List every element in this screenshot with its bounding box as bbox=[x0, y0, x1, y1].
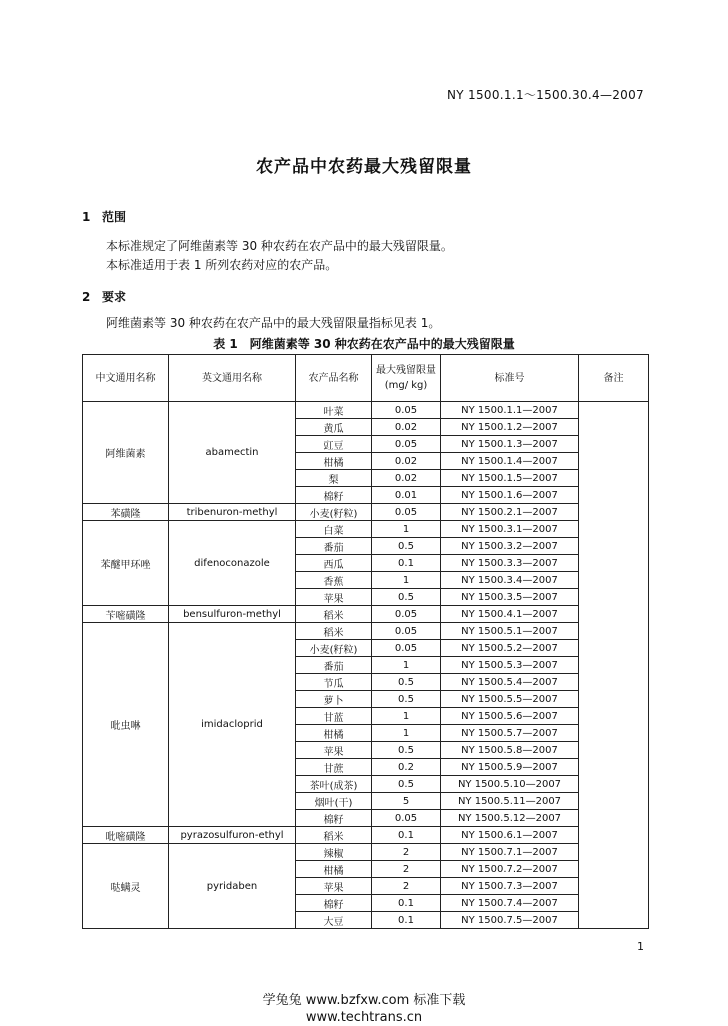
section-number: 2 bbox=[82, 290, 91, 304]
mrl-cell: 0.5 bbox=[372, 538, 441, 555]
product-cell: 香蕉 bbox=[296, 572, 372, 589]
mrl-cell: 0.05 bbox=[372, 623, 441, 640]
standard-cell: NY 1500.5.11—2007 bbox=[441, 793, 579, 810]
pesticide-cn-name: 哒螨灵 bbox=[83, 844, 169, 929]
pesticide-en-name: imidacloprid bbox=[169, 623, 296, 827]
document-title: 农产品中农药最大残留限量 bbox=[256, 157, 472, 177]
product-cell: 节瓜 bbox=[296, 674, 372, 691]
table-row bbox=[83, 623, 649, 640]
pesticide-en-name: pyrazosulfuron-ethyl bbox=[169, 827, 296, 844]
pesticide-en-name: abamectin bbox=[169, 402, 296, 504]
mrl-cell: 0.01 bbox=[372, 487, 441, 504]
standard-cell: NY 1500.2.1—2007 bbox=[441, 504, 579, 521]
mrl-cell: 1 bbox=[372, 725, 441, 742]
mrl-cell: 1 bbox=[372, 572, 441, 589]
mrl-cell: 0.05 bbox=[372, 640, 441, 657]
product-cell: 稻米 bbox=[296, 623, 372, 640]
footer-line-2: www.techtrans.cn bbox=[305, 1010, 423, 1025]
mrl-cell: 0.1 bbox=[372, 895, 441, 912]
mrl-cell: 0.5 bbox=[372, 674, 441, 691]
standard-cell: NY 1500.5.6—2007 bbox=[441, 708, 579, 725]
standard-cell: NY 1500.3.1—2007 bbox=[441, 521, 579, 538]
mrl-cell: 1 bbox=[372, 657, 441, 674]
standard-cell: NY 1500.5.9—2007 bbox=[441, 759, 579, 776]
mrl-cell: 0.05 bbox=[372, 606, 441, 623]
mrl-cell: 2 bbox=[372, 878, 441, 895]
standard-cell: NY 1500.1.1—2007 bbox=[441, 402, 579, 419]
pesticide-en-name: bensulfuron-methyl bbox=[169, 606, 296, 623]
mrl-table bbox=[82, 354, 649, 929]
mrl-cell: 2 bbox=[372, 861, 441, 878]
product-cell: 苹果 bbox=[296, 742, 372, 759]
product-cell: 稻米 bbox=[296, 827, 372, 844]
mrl-cell: 0.5 bbox=[372, 776, 441, 793]
product-cell: 番茄 bbox=[296, 657, 372, 674]
footer-watermark bbox=[0, 992, 728, 1026]
product-cell: 番茄 bbox=[296, 538, 372, 555]
standard-cell: NY 1500.5.4—2007 bbox=[441, 674, 579, 691]
table-row bbox=[83, 402, 649, 419]
pesticide-cn-name: 苯醚甲环唑 bbox=[83, 521, 169, 606]
mrl-cell: 0.05 bbox=[372, 436, 441, 453]
product-cell: 柑橘 bbox=[296, 725, 372, 742]
standard-cell: NY 1500.5.3—2007 bbox=[441, 657, 579, 674]
pesticide-en-name: difenoconazole bbox=[169, 521, 296, 606]
header-product: 农产品名称 bbox=[296, 355, 372, 402]
product-cell: 柑橘 bbox=[296, 453, 372, 470]
section-number: 1 bbox=[82, 210, 91, 224]
mrl-cell: 0.5 bbox=[372, 589, 441, 606]
header-cn-name: 中文通用名称 bbox=[83, 355, 169, 402]
table-row bbox=[83, 844, 649, 861]
table-header-row bbox=[83, 355, 649, 402]
standard-cell: NY 1500.1.3—2007 bbox=[441, 436, 579, 453]
standard-cell: NY 1500.5.7—2007 bbox=[441, 725, 579, 742]
product-cell: 辣椒 bbox=[296, 844, 372, 861]
pesticide-en-name: pyridaben bbox=[169, 844, 296, 929]
section-title: 要求 bbox=[102, 290, 127, 304]
mrl-cell: 0.5 bbox=[372, 691, 441, 708]
standard-cell: NY 1500.1.2—2007 bbox=[441, 419, 579, 436]
product-cell: 稻米 bbox=[296, 606, 372, 623]
footer-line-1: 学兔兔 www.bzfxw.com 标准下载 bbox=[262, 993, 466, 1008]
product-cell: 大豆 bbox=[296, 912, 372, 929]
mrl-cell: 1 bbox=[372, 708, 441, 725]
product-cell: 西瓜 bbox=[296, 555, 372, 572]
mrl-cell: 0.1 bbox=[372, 827, 441, 844]
mrl-cell: 0.02 bbox=[372, 470, 441, 487]
product-cell: 梨 bbox=[296, 470, 372, 487]
mrl-cell: 0.1 bbox=[372, 555, 441, 572]
paragraph: 本标准适用于表 1 所列农药对应的农产品。 bbox=[106, 258, 338, 272]
standard-cell: NY 1500.5.8—2007 bbox=[441, 742, 579, 759]
product-cell: 叶菜 bbox=[296, 402, 372, 419]
header-mrl bbox=[372, 355, 441, 402]
table-body bbox=[83, 402, 649, 929]
table-row bbox=[83, 504, 649, 521]
standard-cell: NY 1500.3.5—2007 bbox=[441, 589, 579, 606]
product-cell: 小麦(籽粒) bbox=[296, 504, 372, 521]
pesticide-cn-name: 吡虫啉 bbox=[83, 623, 169, 827]
mrl-cell: 1 bbox=[372, 521, 441, 538]
product-cell: 棉籽 bbox=[296, 487, 372, 504]
mrl-cell: 2 bbox=[372, 844, 441, 861]
product-cell: 苹果 bbox=[296, 589, 372, 606]
product-cell: 烟叶(干) bbox=[296, 793, 372, 810]
product-cell: 甘蓝 bbox=[296, 708, 372, 725]
table-row bbox=[83, 827, 649, 844]
header-mrl-unit: (mg/ kg) bbox=[384, 380, 428, 391]
pesticide-cn-name: 苯磺隆 bbox=[83, 504, 169, 521]
table-row bbox=[83, 521, 649, 538]
header-standard: 标准号 bbox=[441, 355, 579, 402]
page-number: 1 bbox=[637, 940, 644, 953]
header-note: 备注 bbox=[579, 355, 649, 402]
note-cell bbox=[579, 402, 649, 929]
product-cell: 白菜 bbox=[296, 521, 372, 538]
standard-cell: NY 1500.7.3—2007 bbox=[441, 878, 579, 895]
table-caption: 表 1 阿维菌素等 30 种农药在农产品中的最大残留限量 bbox=[213, 337, 515, 351]
pesticide-en-name: tribenuron-methyl bbox=[169, 504, 296, 521]
product-cell: 柑橘 bbox=[296, 861, 372, 878]
product-cell: 茶叶(成茶) bbox=[296, 776, 372, 793]
product-cell: 苹果 bbox=[296, 878, 372, 895]
standard-cell: NY 1500.3.3—2007 bbox=[441, 555, 579, 572]
standard-cell: NY 1500.1.4—2007 bbox=[441, 453, 579, 470]
paragraph: 本标准规定了阿维菌素等 30 种农药在农产品中的最大残留限量。 bbox=[106, 239, 453, 253]
product-cell: 萝卜 bbox=[296, 691, 372, 708]
table-row bbox=[83, 606, 649, 623]
paragraph: 阿维菌素等 30 种农药在农产品中的最大残留限量指标见表 1。 bbox=[106, 316, 441, 330]
standard-cell: NY 1500.4.1—2007 bbox=[441, 606, 579, 623]
standard-cell: NY 1500.1.5—2007 bbox=[441, 470, 579, 487]
section-2-heading bbox=[82, 288, 126, 305]
standard-cell: NY 1500.6.1—2007 bbox=[441, 827, 579, 844]
section-1-heading bbox=[82, 208, 126, 225]
product-cell: 甘蔗 bbox=[296, 759, 372, 776]
mrl-cell: 0.2 bbox=[372, 759, 441, 776]
standard-cell: NY 1500.5.12—2007 bbox=[441, 810, 579, 827]
standard-cell: NY 1500.5.10—2007 bbox=[441, 776, 579, 793]
product-cell: 黄瓜 bbox=[296, 419, 372, 436]
mrl-cell: 0.05 bbox=[372, 402, 441, 419]
mrl-cell: 0.02 bbox=[372, 453, 441, 470]
standard-cell: NY 1500.7.1—2007 bbox=[441, 844, 579, 861]
mrl-cell: 5 bbox=[372, 793, 441, 810]
product-cell: 小麦(籽粒) bbox=[296, 640, 372, 657]
standard-cell: NY 1500.5.2—2007 bbox=[441, 640, 579, 657]
standard-cell: NY 1500.3.4—2007 bbox=[441, 572, 579, 589]
mrl-cell: 0.1 bbox=[372, 912, 441, 929]
product-cell: 豇豆 bbox=[296, 436, 372, 453]
standard-code: NY 1500.1.1～1500.30.4—2007 bbox=[447, 88, 644, 102]
standard-cell: NY 1500.3.2—2007 bbox=[441, 538, 579, 555]
standard-cell: NY 1500.1.6—2007 bbox=[441, 487, 579, 504]
standard-cell: NY 1500.5.5—2007 bbox=[441, 691, 579, 708]
mrl-cell: 0.05 bbox=[372, 504, 441, 521]
product-cell: 棉籽 bbox=[296, 895, 372, 912]
section-title: 范围 bbox=[102, 210, 127, 224]
standard-cell: NY 1500.5.1—2007 bbox=[441, 623, 579, 640]
mrl-cell: 0.5 bbox=[372, 742, 441, 759]
pesticide-cn-name: 苄嘧磺隆 bbox=[83, 606, 169, 623]
product-cell: 棉籽 bbox=[296, 810, 372, 827]
mrl-cell: 0.05 bbox=[372, 810, 441, 827]
standard-cell: NY 1500.7.4—2007 bbox=[441, 895, 579, 912]
pesticide-cn-name: 吡嘧磺隆 bbox=[83, 827, 169, 844]
standard-cell: NY 1500.7.2—2007 bbox=[441, 861, 579, 878]
mrl-cell: 0.02 bbox=[372, 419, 441, 436]
header-mrl-label: 最大残留限量 bbox=[376, 365, 436, 376]
header-en-name: 英文通用名称 bbox=[169, 355, 296, 402]
standard-cell: NY 1500.7.5—2007 bbox=[441, 912, 579, 929]
pesticide-cn-name: 阿维菌素 bbox=[83, 402, 169, 504]
